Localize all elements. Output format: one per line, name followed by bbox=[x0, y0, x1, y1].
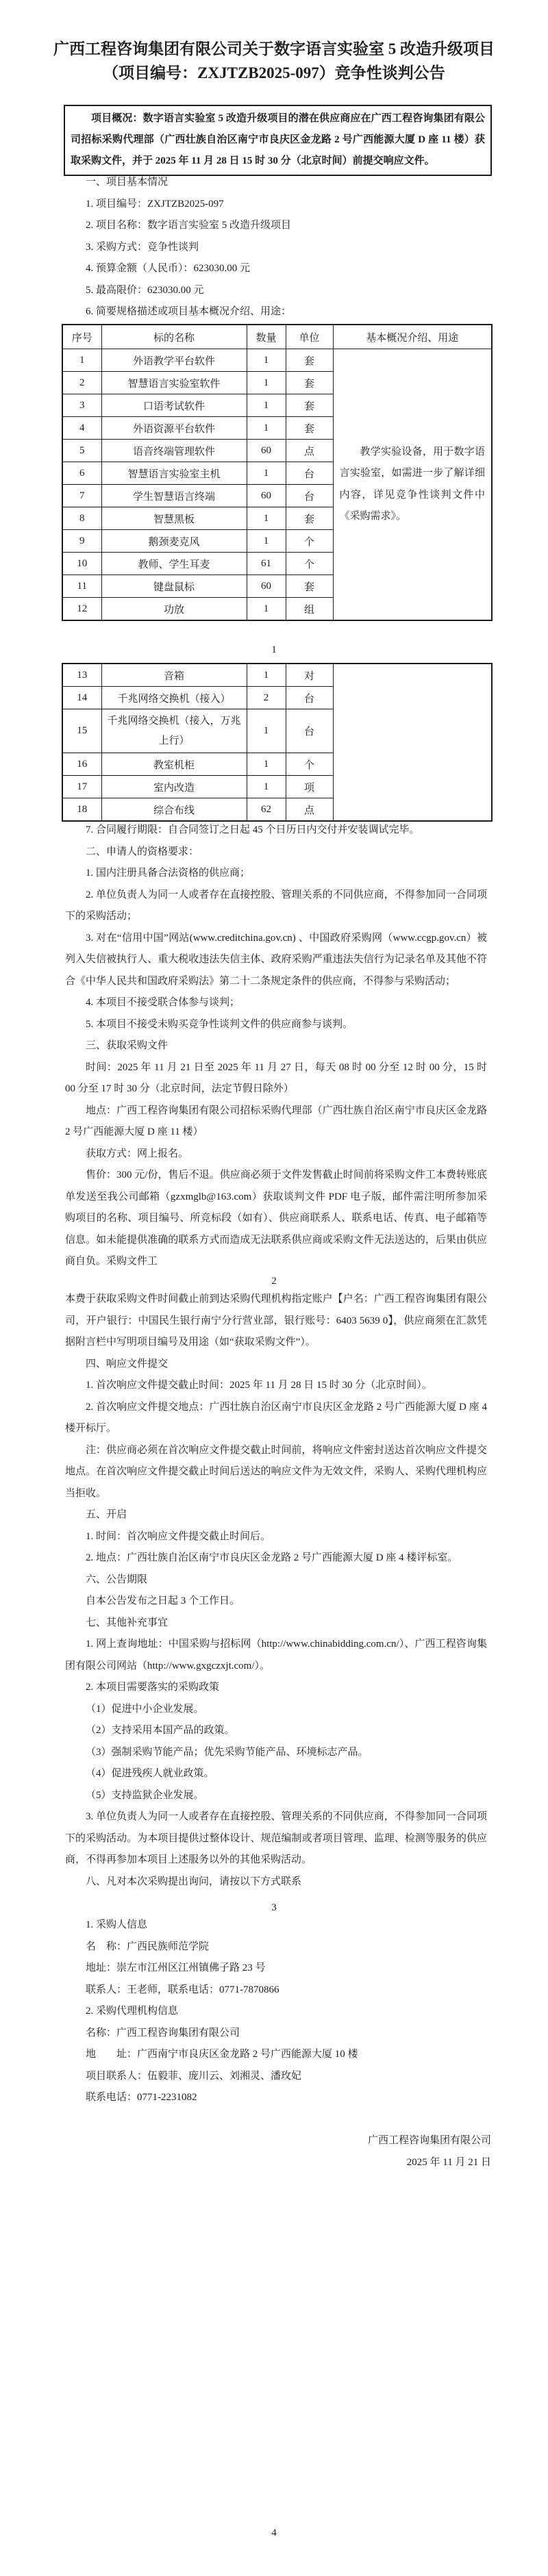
cell-qty: 60 bbox=[247, 440, 286, 462]
section-heading: 四、响应文件提交 bbox=[86, 1358, 169, 1369]
cell-unit: 对 bbox=[286, 664, 333, 687]
cell-unit: 台 bbox=[286, 462, 333, 485]
signature-block bbox=[65, 2130, 491, 2173]
paragraph: 6. 简要规格描述或项目基本概况介绍、用途： bbox=[86, 306, 292, 317]
paragraph: 5. 最高限价：623030.00 元 bbox=[86, 284, 204, 296]
project-overview-box: 项目概况：数字语言实验室 5 改造升级项目的潜在供应商应在广西工程咨询集团有限公司招标采购代理部（广西壮族自治区南宁市良庆区金龙路 2 号广西能源大厦 D 座 11 楼）获取采购文件，并于 2025 年 11 月 28 日 15 时 30 分（北京时间）前提交响应文件。 bbox=[64, 105, 492, 176]
cell-no: 17 bbox=[62, 776, 101, 798]
paragraph: 2. 本项目需要落实的采购政策 bbox=[86, 1682, 220, 1693]
section-heading: 八、凡对本次采购提出询问，请按以下方式联系 bbox=[86, 1876, 302, 1887]
cell-name: 外语资源平台软件 bbox=[101, 417, 247, 440]
paragraph: 售价：300 元/份，售后不退。供应商必须于文件发售截止时间前将采购文件工本费转账底单发送至我公司邮箱（gzxmglb@163.com）获取谈判文件 PDF 电子版，邮件需注明所参加采购项目的名称、项目编号、所竞标段（如有）、供应商联系人、联系电话、传真、电子邮箱等信息。如未能提供准确的联系方式而造成无法联系供应商或采购文件无法送达的，后果由供应商自负。采购文件工 bbox=[65, 1170, 487, 1267]
paragraph: （5）支持监狱企业发展。 bbox=[86, 1789, 204, 1801]
cell-name: 千兆网络交换机（接入） bbox=[101, 687, 247, 709]
cell-qty: 1 bbox=[247, 507, 286, 530]
page-number: 2 bbox=[271, 1276, 277, 1287]
paragraph: 3. 对在“信用中国”网站(www.creditchina.gov.cn) 、中国政府采购网（www.ccgp.gov.cn）被列入失信被执行人、重大税收违法失信主体、政府采购严重违法失信行为记录名单及其他不符合《中华人民共和国政府采购法》第二十二条规定条件的供应商，不得参与采购活动； bbox=[65, 932, 487, 987]
section-heading: 三、获取采购文件 bbox=[86, 1040, 169, 1051]
paragraph: 联系电话：0771-2231082 bbox=[86, 2092, 197, 2103]
cell-qty: 1 bbox=[247, 530, 286, 553]
cell-qty: 1 bbox=[247, 709, 286, 753]
paragraph: （4）促进残疾人就业政策。 bbox=[86, 1768, 214, 1779]
cell-no: 16 bbox=[62, 753, 101, 776]
paragraph: 1. 首次响应文件提交截止时间：2025 年 11 月 28 日 15 时 30 分（北京时间）。 bbox=[86, 1380, 432, 1391]
cell-name: 智慧黑板 bbox=[101, 507, 247, 530]
cell-qty: 1 bbox=[247, 349, 286, 372]
cell-no: 7 bbox=[62, 485, 101, 507]
cell-no: 8 bbox=[62, 507, 101, 530]
cell-unit: 台 bbox=[286, 709, 333, 753]
paragraph: 本费于获取采购文件时间截止前到达采购代理机构指定账户【户名：广西工程咨询集团有限公司，开户银行：中国民生银行南宁分行营业部，银行账号：6403 5639 0】，供应商须在汇款凭据附言栏中写明项目编号及用途（如“获取采购文件”）。 bbox=[65, 1293, 487, 1348]
cell-no: 10 bbox=[62, 553, 101, 575]
announcement-title-line2: （项目编号：ZXJTZB2025-097）竞争性谈判公告 bbox=[103, 64, 445, 81]
cell-qty: 2 bbox=[247, 687, 286, 709]
page-number: 4 bbox=[271, 2527, 277, 2538]
cell-qty: 1 bbox=[247, 462, 286, 485]
page-number: 1 bbox=[271, 644, 277, 655]
cell-no: 5 bbox=[62, 440, 101, 462]
cell-qty: 62 bbox=[247, 798, 286, 822]
cell-name: 口语考试软件 bbox=[101, 394, 247, 417]
paragraph: 地点：广西工程咨询集团有限公司招标采购代理部（广西壮族自治区南宁市良庆区金龙路 2 号广西能源大厦 D 座 11 楼） bbox=[65, 1104, 487, 1137]
paragraph: 联系人：王老师，联系电话：0771-7870866 bbox=[86, 1984, 279, 1995]
cell-no: 2 bbox=[62, 372, 101, 394]
paragraph: 注：供应商必须在首次响应文件提交截止时间前，将响应文件密封送达首次响应文件提交地点。在首次响应文件提交截止时间后送达的响应文件为无效文件，采购人、采购代理机构应当拒收。 bbox=[65, 1444, 487, 1499]
section-heading: 五、开启 bbox=[86, 1509, 127, 1520]
paragraph: 4. 本项目不接受联合体参与谈判； bbox=[86, 997, 240, 1008]
paragraph: 3. 单位负责人为同一人或者存在直接控股、管理关系的不同供应商，不得参加同一合同项下的采购活动。为本项目提供过整体设计、规范编制或者项目管理、监理、检测等服务的供应商，不得再参加本项目上述服务以外的其他采购活动。 bbox=[65, 1811, 487, 1865]
paragraph: 2. 单位负责人为同一人或者存在直接控股、管理关系的不同供应商，不得参加同一合同项下的采购活动； bbox=[65, 889, 487, 922]
cell-name: 语音终端管理软件 bbox=[101, 440, 247, 462]
paragraph: 地 址：广西南宁市良庆区金龙路 2 号广西能源大厦 10 楼 bbox=[86, 2049, 358, 2060]
cell-qty: 1 bbox=[247, 753, 286, 776]
cell-name: 键盘鼠标 bbox=[101, 575, 247, 598]
items-table-page1 bbox=[62, 324, 493, 621]
cell-no: 11 bbox=[62, 575, 101, 598]
cell-no: 6 bbox=[62, 462, 101, 485]
cell-name: 鹅颈麦克风 bbox=[101, 530, 247, 553]
cell-unit: 个 bbox=[286, 530, 333, 553]
cell-unit: 项 bbox=[286, 776, 333, 798]
cell-qty: 1 bbox=[247, 664, 286, 687]
paragraph: 2. 项目名称：数字语言实验室 5 改造升级项目 bbox=[86, 220, 292, 231]
merged-usage-cell-empty bbox=[333, 664, 492, 821]
paragraph: 名 称：广西民族师范学院 bbox=[86, 1941, 210, 1952]
cell-unit: 个 bbox=[286, 553, 333, 575]
column-header-name: 标的名称 bbox=[101, 325, 247, 349]
cell-no: 3 bbox=[62, 394, 101, 417]
cell-name: 室内改造 bbox=[101, 776, 247, 798]
page-number: 3 bbox=[271, 1902, 277, 1913]
cell-unit: 套 bbox=[286, 417, 333, 440]
announcement-title bbox=[0, 37, 548, 85]
cell-qty: 1 bbox=[247, 598, 286, 621]
cell-unit: 套 bbox=[286, 349, 333, 372]
paragraph: 名称：广西工程咨询集团有限公司 bbox=[86, 2027, 240, 2038]
column-header-usage: 基本概况介绍、用途 bbox=[333, 325, 492, 349]
paragraph: （2）支持采用本国产品的政策。 bbox=[86, 1725, 235, 1736]
cell-qty: 60 bbox=[247, 575, 286, 598]
cell-no: 15 bbox=[62, 709, 101, 753]
paragraph: 1. 国内注册具备合法资格的供应商； bbox=[86, 868, 251, 879]
cell-name: 教师、学生耳麦 bbox=[101, 553, 247, 575]
cell-name: 综合布线 bbox=[101, 798, 247, 822]
cell-qty: 1 bbox=[247, 417, 286, 440]
cell-no: 9 bbox=[62, 530, 101, 553]
cell-unit: 套 bbox=[286, 575, 333, 598]
cell-qty: 61 bbox=[247, 553, 286, 575]
cell-no: 12 bbox=[62, 598, 101, 621]
cell-name: 音箱 bbox=[101, 664, 247, 687]
cell-unit: 点 bbox=[286, 440, 333, 462]
paragraph: 2. 采购代理机构信息 bbox=[86, 2006, 179, 2017]
cell-name: 智慧语言实验室主机 bbox=[101, 462, 247, 485]
paragraph: 时间：2025 年 11 月 21 日至 2025 年 11 月 27 日，每天 08 时 00 分至 12 时 00 分，15 时 00 分至 17 时 30 分（北京时间，法定节假日除外） bbox=[65, 1061, 487, 1094]
cell-unit: 套 bbox=[286, 372, 333, 394]
cell-no: 14 bbox=[62, 687, 101, 709]
paragraph: 地址：崇左市江州区江州镇佛子路 23 号 bbox=[86, 1962, 266, 1973]
cell-no: 13 bbox=[62, 664, 101, 687]
cell-unit: 套 bbox=[286, 507, 333, 530]
paragraph: 2. 首次响应文件提交地点：广西壮族自治区南宁市良庆区金龙路 2 号广西能源大厦 D 座 4 楼开标厅。 bbox=[65, 1401, 487, 1434]
cell-qty: 1 bbox=[247, 394, 286, 417]
paragraph: 获取方式：网上报名。 bbox=[86, 1148, 189, 1159]
cell-name: 教室机柜 bbox=[101, 753, 247, 776]
cell-no: 4 bbox=[62, 417, 101, 440]
cell-no: 18 bbox=[62, 798, 101, 822]
signature-date: 2025 年 11 月 21 日 bbox=[406, 2156, 491, 2168]
cell-unit: 套 bbox=[286, 394, 333, 417]
column-header-unit: 单位 bbox=[286, 325, 333, 349]
section-basic-info bbox=[65, 172, 487, 323]
paragraph: （1）促进中小企业发展。 bbox=[86, 1703, 204, 1715]
paragraph: 4. 预算金额（人民币）：623030.00 元 bbox=[86, 263, 251, 274]
section-heading: 一、项目基本情况 bbox=[86, 177, 169, 188]
cell-unit: 点 bbox=[286, 798, 333, 822]
paragraph: （3）强制采购节能产品；优先采购节能产品、环境标志产品。 bbox=[86, 1746, 369, 1758]
signature-company: 广西工程咨询集团有限公司 bbox=[367, 2135, 491, 2146]
section-heading: 二、申请人的资格要求： bbox=[86, 846, 199, 857]
section-heading: 六、公告期限 bbox=[86, 1574, 148, 1585]
paragraph: 1. 时间：首次响应文件提交截止时间后。 bbox=[86, 1530, 271, 1542]
cell-no: 1 bbox=[62, 349, 101, 372]
table-row bbox=[62, 664, 492, 687]
cell-qty: 1 bbox=[247, 372, 286, 394]
section-submission-and-policies bbox=[65, 1289, 487, 1893]
paragraph: 5. 本项目不接受未购买竞争性谈判文件的供应商参与谈判。 bbox=[86, 1018, 353, 1030]
cell-qty: 60 bbox=[247, 485, 286, 507]
column-header-no: 序号 bbox=[62, 325, 101, 349]
cell-unit: 组 bbox=[286, 598, 333, 621]
announcement-title-line1: 广西工程咨询集团有限公司关于数字语言实验室 5 改造升级项目 bbox=[53, 40, 495, 58]
cell-name: 智慧语言实验室软件 bbox=[101, 372, 247, 394]
cell-name: 千兆网络交换机（接入，万兆上行） bbox=[101, 709, 247, 753]
merged-usage-cell bbox=[333, 349, 492, 621]
paragraph: 3. 采购方式：竞争性谈判 bbox=[86, 241, 199, 253]
section-heading: 七、其他补充事宜 bbox=[86, 1617, 169, 1628]
cell-unit: 个 bbox=[286, 753, 333, 776]
cell-qty: 1 bbox=[247, 776, 286, 798]
usage-note-text: 教学实验设备，用于数字语言实验室，如需进一步了解详细内容，详见竞争性谈判文件中《采购需求》。 bbox=[339, 446, 485, 522]
paragraph: 2. 地点：广西壮族自治区南宁市良庆区金龙路 2 号广西能源大厦 D 座 4 楼评标室。 bbox=[86, 1552, 458, 1563]
cell-name: 学生智慧语言终端 bbox=[101, 485, 247, 507]
cell-name: 功放 bbox=[101, 598, 247, 621]
section-qualifications-and-documents bbox=[65, 820, 487, 1273]
paragraph: 1. 网上查询地址：中国采购与招标网（http://www.chinabidding.com.cn/）、广西工程咨询集团有限公司网站（http://www.gxgczxjt.com/）。 bbox=[65, 1639, 487, 1671]
table-header-row bbox=[62, 325, 492, 349]
paragraph: 项目联系人：伍毅菲、庞川云、刘湘灵、潘玫妃 bbox=[86, 2070, 302, 2082]
cell-unit: 台 bbox=[286, 687, 333, 709]
cell-name: 外语教学平台软件 bbox=[101, 349, 247, 372]
items-table-page2 bbox=[62, 663, 493, 822]
paragraph: 自本公告发布之日起 3 个工作日。 bbox=[86, 1595, 240, 1606]
paragraph: 1. 采购人信息 bbox=[86, 1919, 148, 1930]
cell-unit: 台 bbox=[286, 485, 333, 507]
paragraph: 7. 合同履行期限：自合同签订之日起 45 个日历日内交付并安装调试完毕。 bbox=[86, 824, 420, 835]
column-header-qty: 数量 bbox=[247, 325, 286, 349]
table-row bbox=[62, 349, 492, 372]
section-contact-info bbox=[65, 1915, 487, 2109]
paragraph: 1. 项目编号：ZXJTZB2025-097 bbox=[86, 198, 224, 210]
